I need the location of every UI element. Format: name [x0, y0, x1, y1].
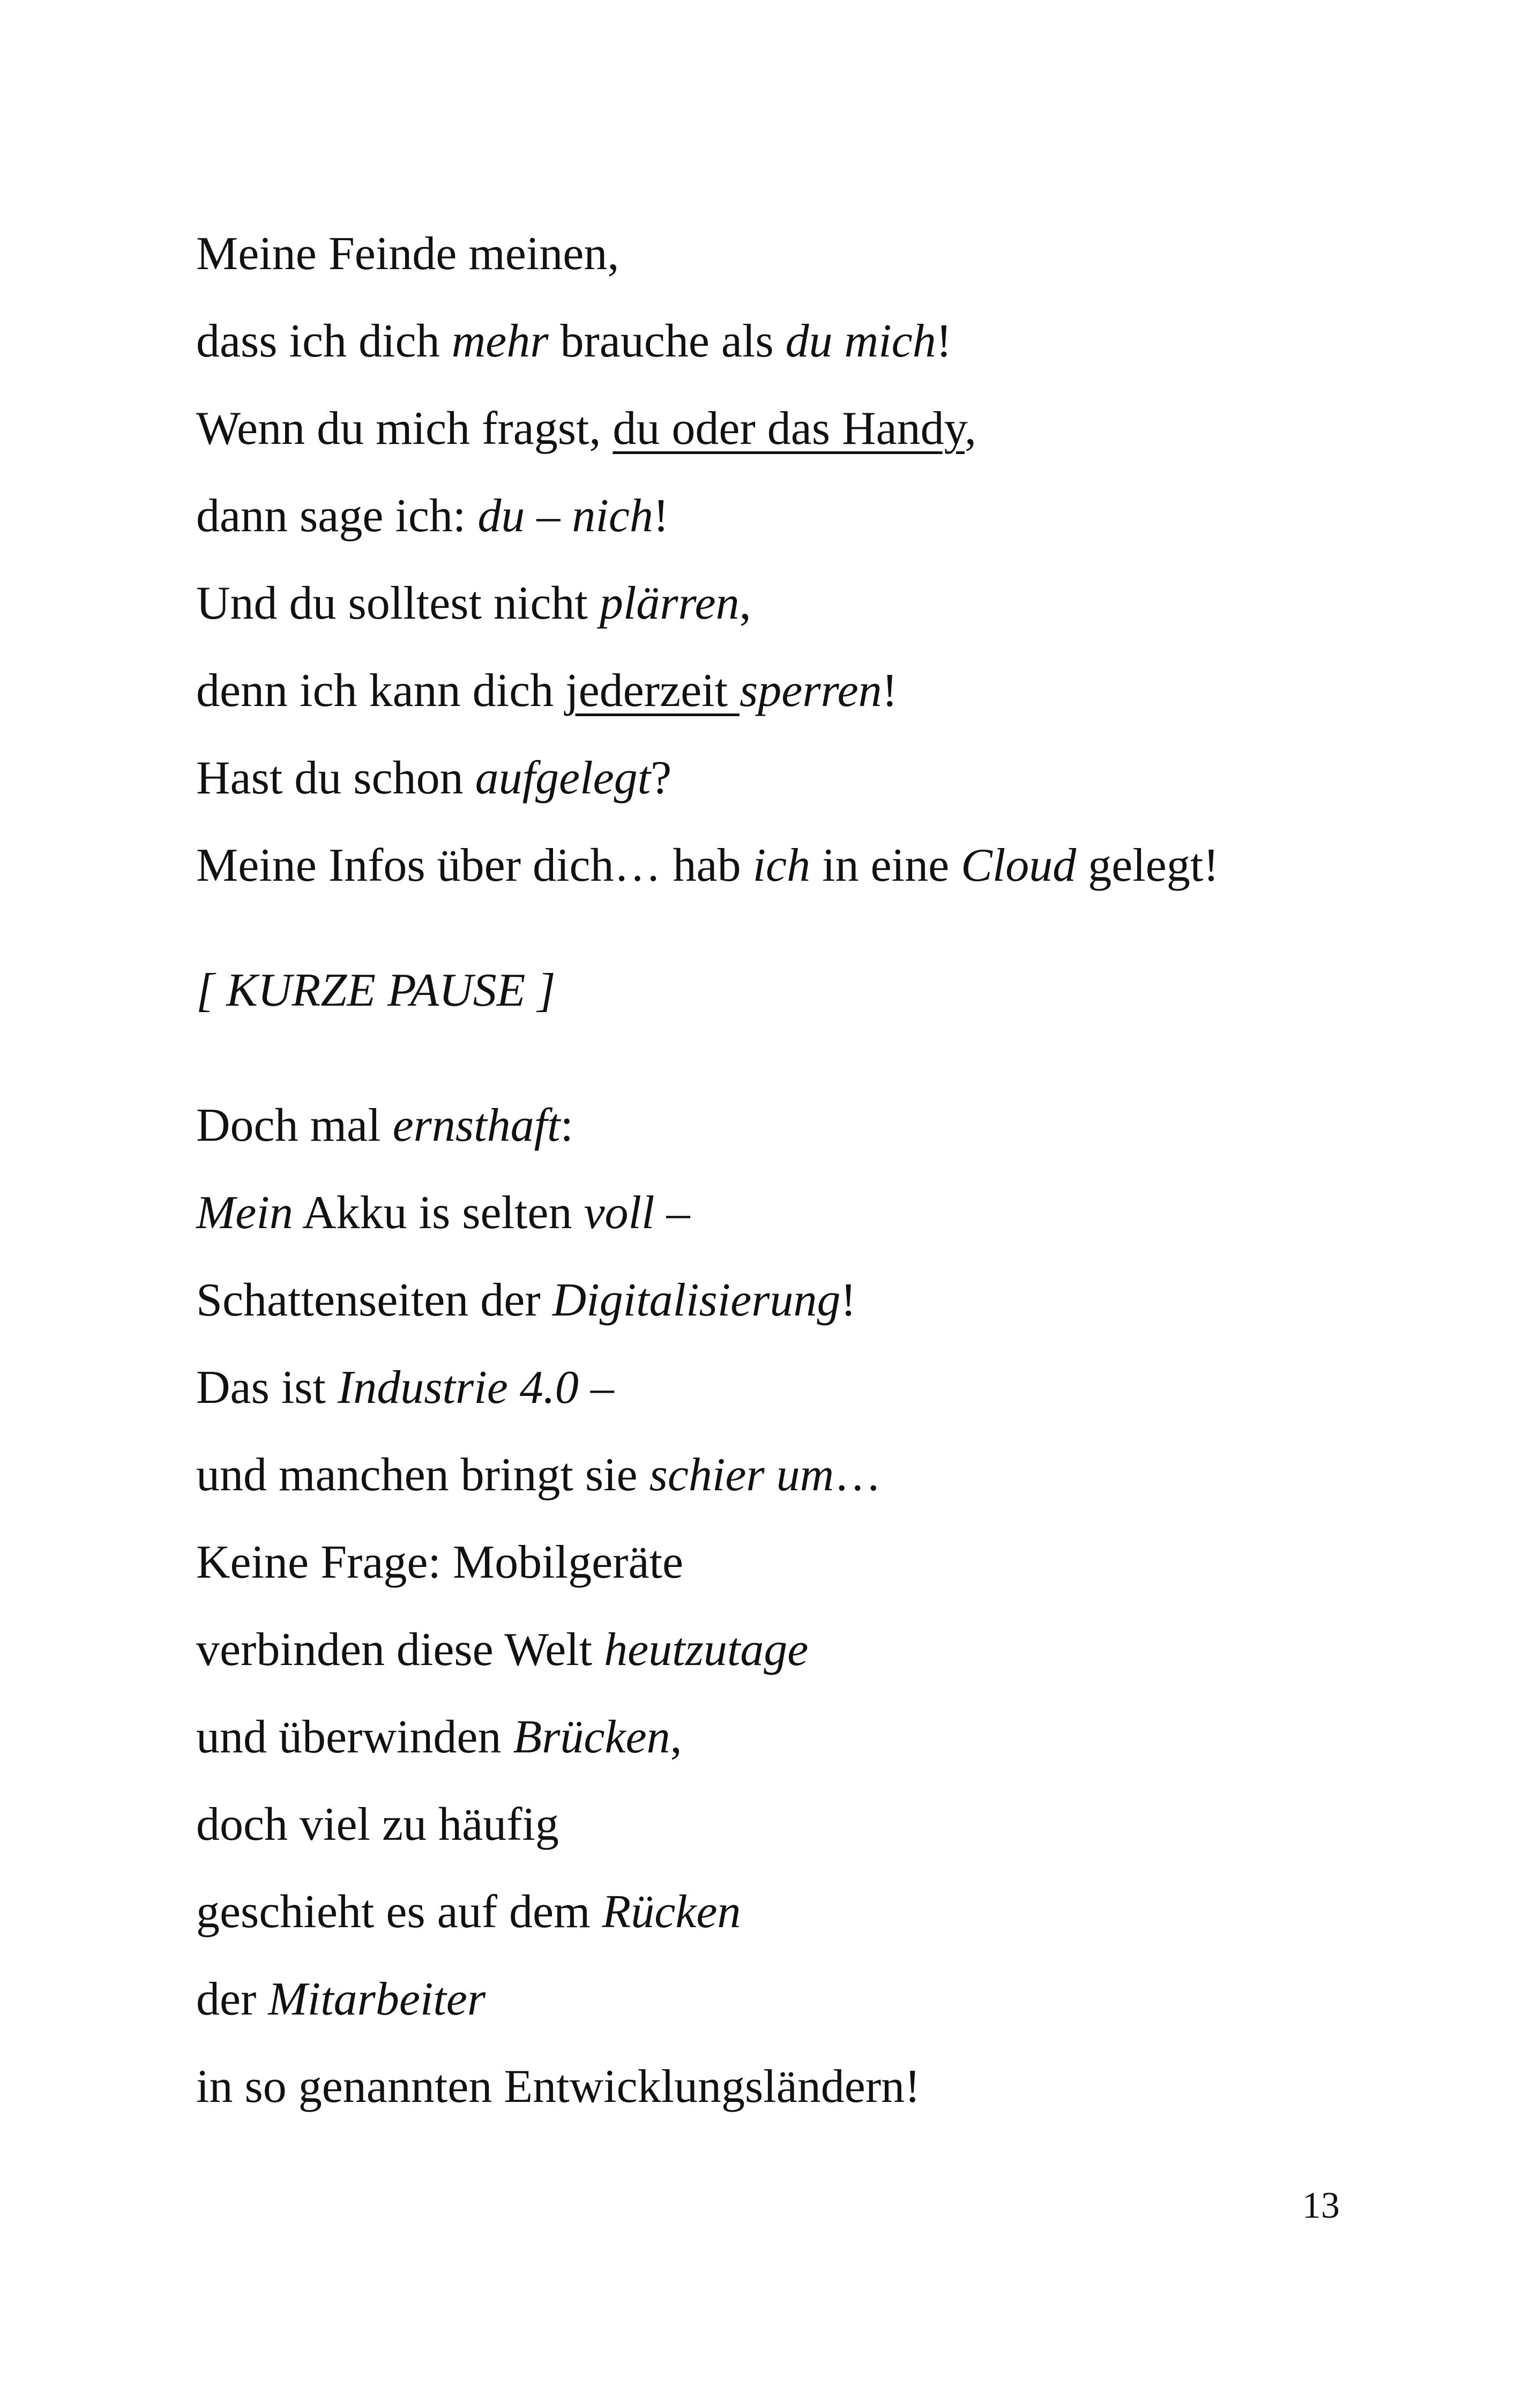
line-text: ?	[651, 752, 672, 804]
line-text: Das ist	[196, 1362, 338, 1414]
line-text: ,	[964, 403, 976, 455]
line-text: brauche als	[548, 315, 786, 367]
poem-stanza-1	[196, 210, 1429, 909]
italic-text: aufgelegt	[475, 752, 651, 804]
poem-line	[196, 1781, 1429, 1868]
page-number: 13	[1302, 2185, 1340, 2226]
line-text: Keine Frage: Mobilgeräte	[196, 1536, 684, 1588]
italic-text: Mein	[196, 1187, 293, 1239]
poem-line	[196, 1431, 1429, 1519]
poem-stanza-2	[196, 1082, 1429, 2130]
line-text: denn ich kann dich	[196, 665, 566, 717]
italic-text: Mitarbeiter	[268, 1973, 486, 2025]
line-text: –	[578, 1362, 614, 1414]
line-text: !	[653, 490, 669, 542]
poem-line	[196, 1693, 1429, 1781]
poem-line	[196, 1868, 1429, 1956]
italic-text: Digitalisierung	[552, 1274, 841, 1326]
poem-line	[196, 647, 1429, 734]
poem-line	[196, 1257, 1429, 1344]
italic-text: sperren	[740, 665, 882, 717]
italic-text: Cloud	[961, 839, 1077, 891]
stage-direction-pause: [ KURZE PAUSE ]	[196, 964, 556, 1016]
line-text: der	[196, 1973, 268, 2025]
poem-line	[196, 560, 1429, 647]
italic-text: schier um	[649, 1449, 834, 1501]
poem-line	[196, 2043, 1429, 2130]
italic-text: heutzutage	[604, 1624, 809, 1676]
poem-line	[196, 1169, 1429, 1257]
line-text: Hast du schon	[196, 752, 475, 804]
italic-text: Rücken	[602, 1886, 741, 1938]
line-text: Doch mal	[196, 1099, 393, 1151]
poem-line	[196, 1956, 1429, 2043]
poem-line	[196, 472, 1429, 560]
line-text: gelegt!	[1076, 839, 1219, 891]
line-text: doch viel zu häufig	[196, 1798, 559, 1850]
italic-text: du mich	[785, 315, 936, 367]
line-text: Und du solltest nicht	[196, 577, 600, 629]
line-text: Meine Feinde meinen,	[196, 228, 619, 280]
poem-line	[196, 385, 1429, 472]
poem-line	[196, 210, 1429, 298]
line-text: …	[834, 1449, 882, 1501]
poem-line	[196, 298, 1429, 385]
line-text: dann sage ich:	[196, 490, 478, 542]
line-text: ,	[670, 1711, 682, 1763]
poem-line	[196, 1082, 1429, 1169]
line-text: !	[840, 1274, 856, 1326]
italic-text: Brücken	[513, 1711, 670, 1763]
italic-text: voll	[584, 1187, 655, 1239]
line-text: dass ich dich	[196, 315, 452, 367]
line-text: Wenn du mich fragst,	[196, 403, 613, 455]
italic-text: Industrie 4.0	[338, 1362, 579, 1414]
poem-line	[196, 1606, 1429, 1693]
underlined-text: jederzeit	[565, 665, 740, 717]
line-text: in so genannten Entwicklungsländern!	[196, 2061, 921, 2113]
italic-text: ich	[752, 839, 811, 891]
poem-line	[196, 822, 1429, 909]
italic-text: du – nich	[477, 490, 653, 542]
line-text: verbinden diese Welt	[196, 1624, 604, 1676]
line-text: Akku is selten	[293, 1187, 584, 1239]
line-text: ,	[739, 577, 751, 629]
poem-line	[196, 1519, 1429, 1606]
line-text: in eine	[810, 839, 961, 891]
line-text: und überwinden	[196, 1711, 513, 1763]
line-text: !	[882, 665, 898, 717]
italic-text: mehr	[451, 315, 549, 367]
italic-text: plärren	[599, 577, 740, 629]
line-text: Meine Infos über dich… hab	[196, 839, 753, 891]
line-text: !	[936, 315, 952, 367]
underlined-text: du oder das Handy	[613, 403, 965, 455]
poem-line	[196, 1344, 1429, 1431]
line-text: und manchen bringt sie	[196, 1449, 649, 1501]
line-text: Schattenseiten der	[196, 1274, 553, 1326]
line-text: :	[560, 1099, 573, 1151]
line-text: geschieht es auf dem	[196, 1886, 602, 1938]
italic-text: ernsthaft	[392, 1099, 561, 1151]
poem-line	[196, 734, 1429, 822]
line-text: –	[654, 1187, 690, 1239]
